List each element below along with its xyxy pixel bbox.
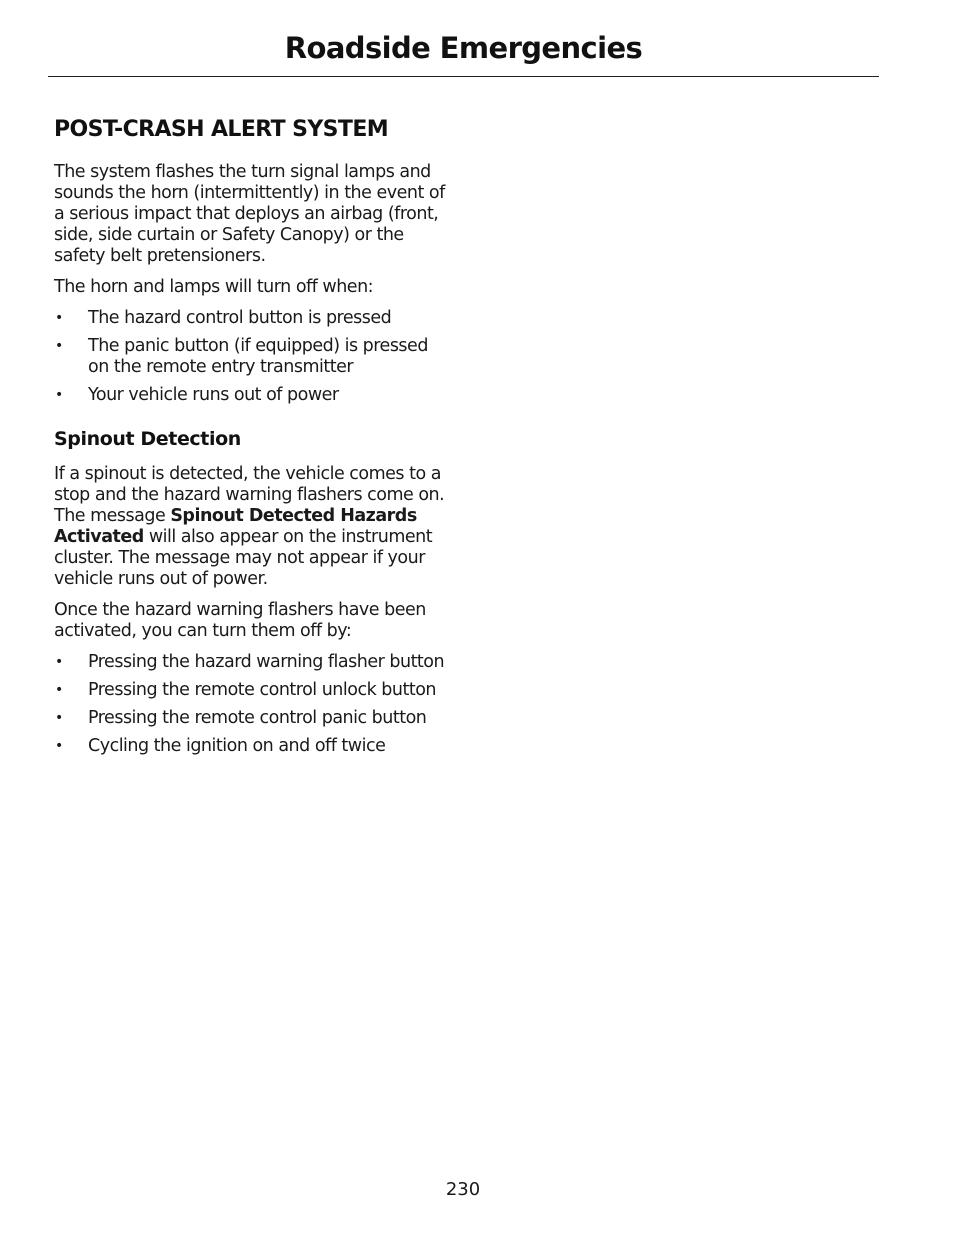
section-intro: The system flashes the turn signal lamps and sounds the horn (intermittently) in the event of a serious impact that deploys an airbag (front, side, side curtain or Safety Canopy) or the safety belt pretensioners. [54,162,445,266]
list-item [54,308,449,329]
list-item [54,385,449,406]
list-item-text: The hazard control button is pressed [88,308,392,328]
section-title: POST-CRASH ALERT SYSTEM [54,117,389,142]
bullet-icon: • [55,654,63,670]
list-item-text: Cycling the ignition on and off twice [88,736,386,756]
list-item [54,652,449,673]
subsection-lead: Once the hazard warning flashers have been activated, you can turn them off by: [54,600,426,641]
page-title: Roadside Emergencies [284,31,643,65]
bullet-icon: • [55,310,63,326]
list-item [54,736,449,757]
bullet-icon: • [55,682,63,698]
bullet-icon: • [55,387,63,403]
paragraph-text-end: will also appear on the instrument cluster. The message may not appear if your vehicle runs out of power. [54,527,433,589]
subsection-title: Spinout Detection [54,428,241,450]
bullet-icon: • [55,338,63,354]
list-item-text: Pressing the remote control unlock button [88,680,436,700]
bullet-icon: • [55,738,63,754]
bullet-icon: • [55,710,63,726]
section-bullet-list [54,308,449,406]
page-header [48,26,879,77]
list-item [54,336,449,378]
list-item-text: The panic button (if equipped) is pressed on the remote entry transmitter [88,336,428,377]
page-number: 230 [445,1179,481,1200]
list-item-text: Your vehicle runs out of power [88,385,339,405]
paragraph-text-start: If a spinout is detected, the vehicle comes to a stop and the hazard warning flashers come on. The message [54,464,445,526]
list-item-text: Pressing the remote control panic button [88,708,427,728]
list-item [54,680,449,701]
list-item-text: Pressing the hazard warning flasher button [88,652,445,672]
message-name-bold: Spinout Detected Hazards Activated [54,506,417,547]
section-lead: The horn and lamps will turn off when: [54,277,374,297]
subsection-paragraph [54,464,449,590]
content-column [54,114,449,764]
subsection-bullet-list [54,652,449,757]
list-item [54,708,449,729]
